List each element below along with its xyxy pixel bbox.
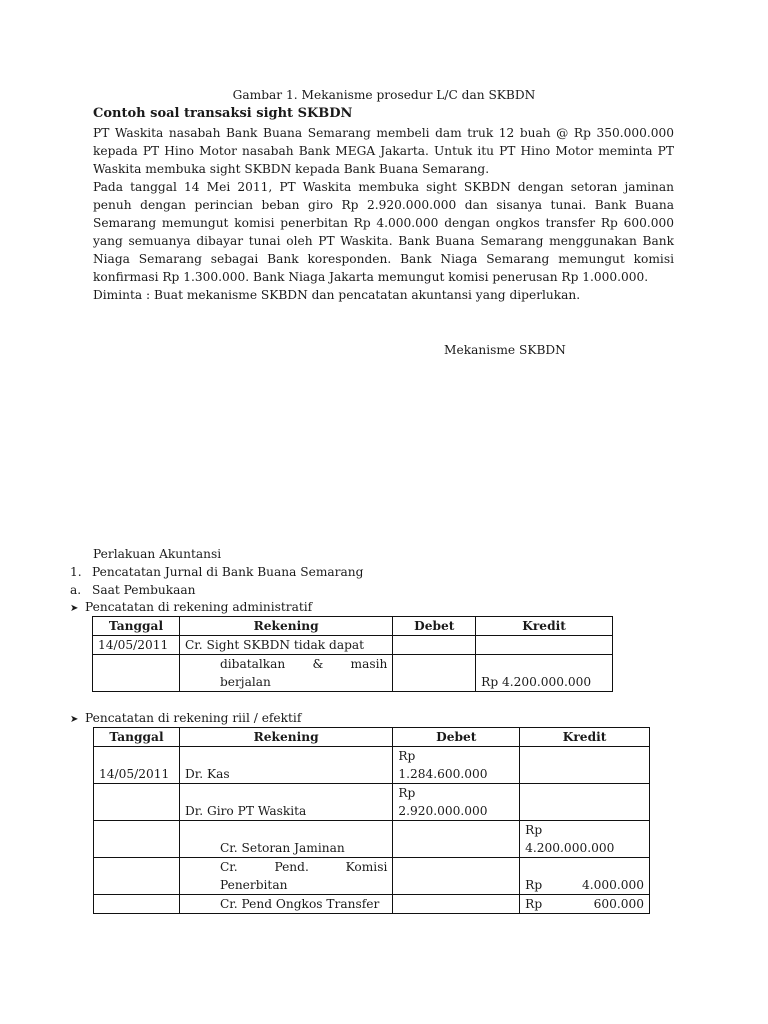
table-row [94,821,650,858]
cell-credit: Rp 4.200.000.000 [476,655,613,692]
account-line-1: Cr. Pend. Komisi [219,860,388,874]
table-row [93,655,613,692]
cell-debit [393,655,476,692]
cell-credit [520,858,650,895]
header-date: Tanggal [94,728,180,747]
paragraph-1: PT Waskita nasabah Bank Buana Semarang membeli dam truk 12 buah @ Rp 350.000.000 kepada PT Hino Motor nasabah Bank MEGA Jakarta. Untuk itu PT Hino Motor meminta PT Waskita membuka sight SKBDN kepada Bank Buana Semarang. [93,126,674,176]
cell-debit [393,895,520,914]
account-line-1: dibatalkan & masih [219,657,388,671]
cell-date [94,784,180,821]
section-heading: Contoh soal transaksi sight SKBDN [93,106,353,121]
cell-debit [393,747,520,784]
cell-date: 14/05/2011 [93,636,180,655]
cell-account: Cr. Pend Ongkos Transfer [179,895,392,914]
cell-debit [393,821,520,858]
administrative-ledger-table [92,616,613,692]
credit-amount: 4.200.000.000 [525,841,615,855]
debit-amount: 2.920.000.000 [398,804,488,818]
arrow-bullet-icon: ➤ [70,714,79,725]
list-number-text: Pencatatan Jurnal di Bank Buana Semarang [92,565,364,579]
cell-debit [393,784,520,821]
table-row [94,784,650,821]
paragraph-2: Pada tanggal 14 Mei 2011, PT Waskita membuka sight SKBDN dengan setoran jaminan penuh dengan perincian beban giro Rp 2.920.000.000 dan sisanya tunai. Bank Buana Semarang memungut komisi penerbitan Rp 4.000.000 dengan ongkos transfer Rp 600.000 yang semuanya dibayar tunai oleh PT Waskita. Bank Buana Semarang menggunakan Bank Niaga Semarang sebagai Bank koresponden. Bank Niaga Semarang memungut komisi konfirmasi Rp 1.300.000. Bank Niaga Jakarta memungut komisi penerusan Rp 1.000.000. [93,180,674,284]
account-line-2: berjalan [219,675,271,689]
cell-debit [393,858,520,895]
bullet-text: Pencatatan di rekening riil / efektif [85,711,302,725]
figure-caption: Gambar 1. Mekanisme prosedur L/C dan SKBDN [232,88,536,102]
debit-currency: Rp [398,786,416,800]
cell-credit [520,821,650,858]
cell-date: 14/05/2011 [94,747,180,784]
credit-amount: 600.000 [593,897,644,911]
list-number: 1. [70,565,82,579]
cell-date [94,895,180,914]
account-line-2: Penerbitan [219,878,288,892]
table-row [94,895,650,914]
header-debit: Debet [393,728,520,747]
table-header-row [94,728,650,747]
numbered-item [70,563,363,581]
list-letter: a. [70,583,82,597]
cell-account: Cr. Sight SKBDN tidak dapat [179,636,392,655]
diagram-caption: Mekanisme SKBDN [444,343,566,357]
cell-account: Dr. Giro PT Waskita [179,784,392,821]
header-account: Rekening [179,728,392,747]
credit-currency: Rp [525,878,543,892]
cell-credit [520,784,650,821]
real-account-ledger-table [93,727,650,914]
credit-value [525,876,644,894]
debit-amount: 1.284.600.000 [398,767,488,781]
header-account: Rekening [179,617,392,636]
list-letter-text: Saat Pembukaan [92,583,196,597]
table-header-row [93,617,613,636]
header-credit: Kredit [520,728,650,747]
bullet-text: Pencatatan di rekening administratif [85,600,313,614]
cell-debit [393,636,476,655]
table-row [93,636,613,655]
table-row [94,858,650,895]
bullet-administrative [70,598,312,618]
debit-currency: Rp [398,749,416,763]
credit-currency: Rp [525,823,543,837]
header-date: Tanggal [93,617,180,636]
accounting-title: Perlakuan Akuntansi [93,547,222,561]
credit-amount: 4.000.000 [581,878,644,892]
lettered-item [70,581,196,599]
cell-date [94,858,180,895]
header-credit: Kredit [476,617,613,636]
cell-credit [520,747,650,784]
cell-account [179,655,392,692]
paragraph-3: Diminta : Buat mekanisme SKBDN dan pencatatan akuntansi yang diperlukan. [93,288,581,302]
arrow-bullet-icon: ➤ [70,603,79,614]
table-row [94,747,650,784]
cell-account: Dr. Kas [179,747,392,784]
cell-credit [476,636,613,655]
credit-currency: Rp [525,897,543,911]
credit-value [525,895,644,913]
cell-credit [520,895,650,914]
cell-account: Cr. Setoran Jaminan [179,821,392,858]
bullet-real-account [70,709,301,729]
header-debit: Debet [393,617,476,636]
cell-date [93,655,180,692]
cell-date [94,821,180,858]
cell-account [179,858,392,895]
